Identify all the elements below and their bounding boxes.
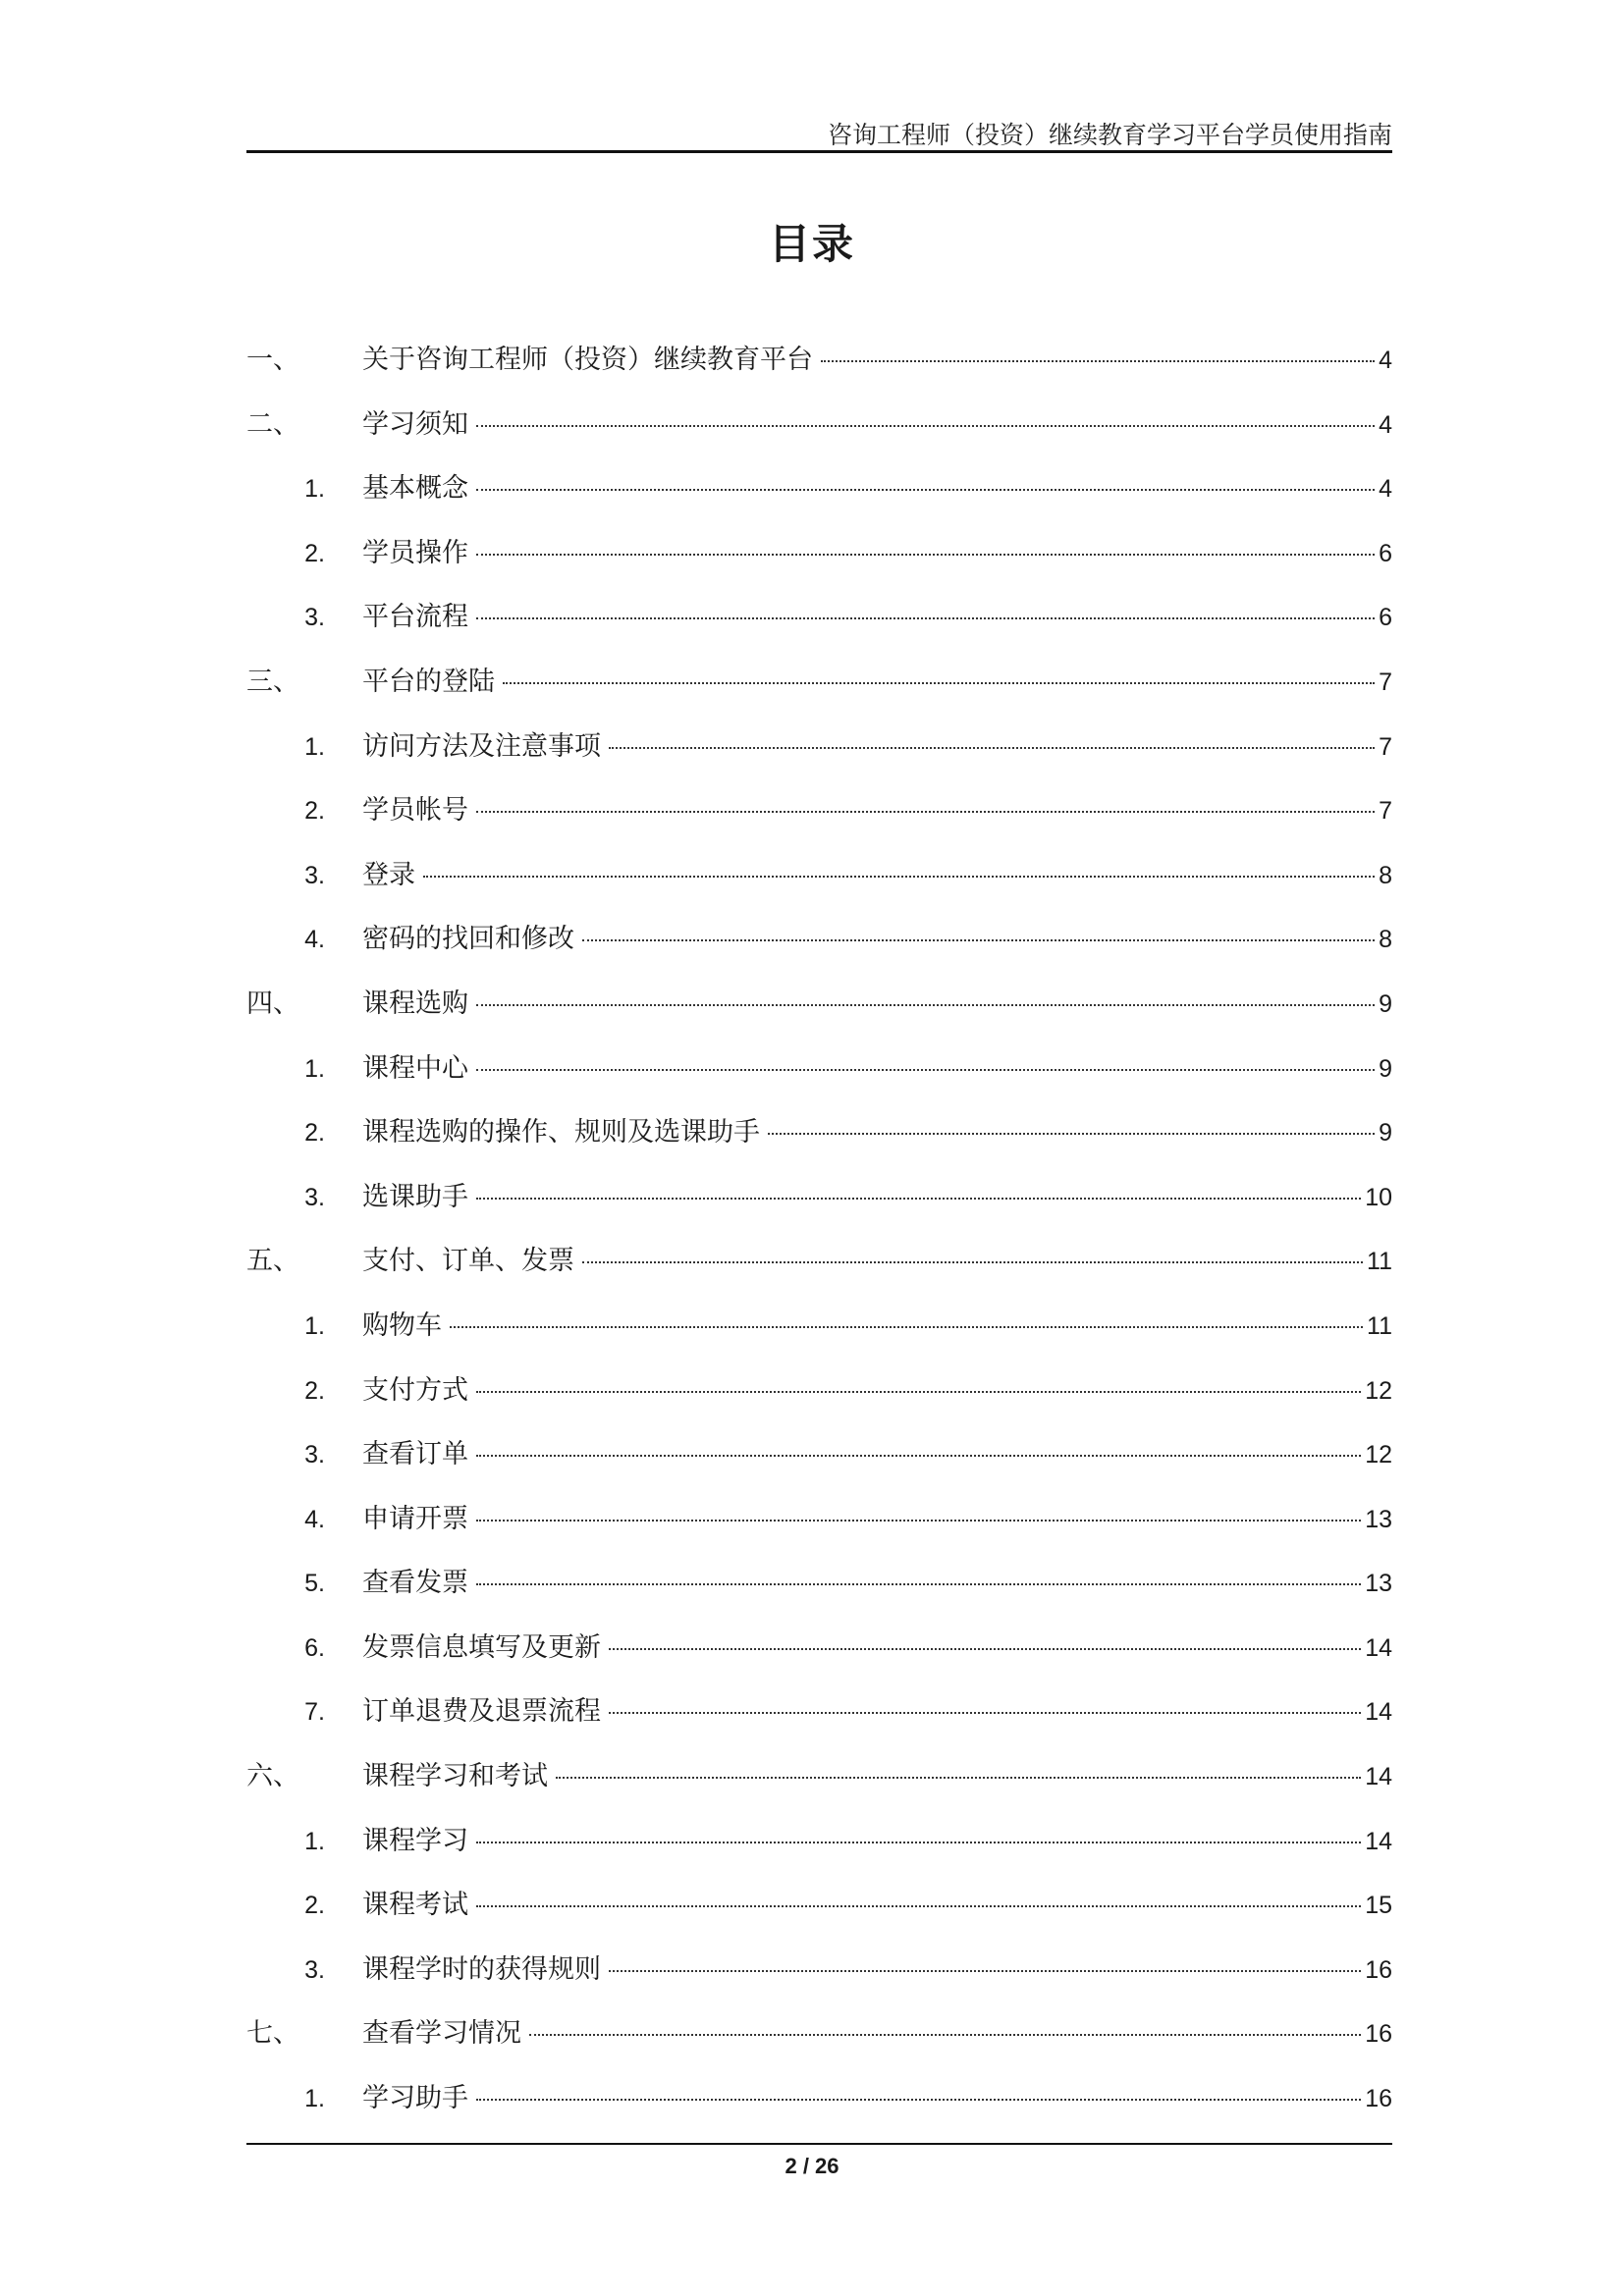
toc-entry[interactable] [246, 1237, 1392, 1302]
toc-dot-leader [529, 2034, 1361, 2036]
toc-entry-label[interactable]: 基本概念 [362, 473, 468, 505]
toc-entry-number: 三、 [246, 666, 299, 697]
toc-entry-number: 七、 [246, 2018, 299, 2050]
toc-entry-number: 2. [304, 1376, 325, 1405]
toc-entry-number: 二、 [246, 408, 299, 440]
toc-entry-number: 1. [304, 1827, 325, 1855]
toc-entry-label[interactable]: 课程考试 [362, 1890, 468, 1921]
toc-entry[interactable] [246, 851, 1392, 916]
toc-entry-label[interactable]: 学员操作 [362, 537, 468, 568]
toc-entry-number: 2. [304, 539, 325, 567]
toc-entry[interactable] [246, 593, 1392, 658]
toc-dot-leader [476, 1455, 1361, 1457]
toc-entry-page-number: 14 [1365, 1763, 1392, 1791]
toc-entry[interactable] [246, 1946, 1392, 2010]
toc-entry-page-number: 9 [1379, 1119, 1392, 1148]
toc-entry-number: 1. [304, 1054, 325, 1083]
toc-entry-label[interactable]: 访问方法及注意事项 [362, 730, 601, 762]
toc-entry-number: 1. [304, 732, 325, 761]
toc-entry-number: 3. [304, 604, 325, 632]
toc-entry-number: 2. [304, 1119, 325, 1148]
toc-entry-number: 五、 [246, 1246, 299, 1277]
toc-entry-page-number: 4 [1379, 410, 1392, 439]
toc-entry[interactable] [246, 1302, 1392, 1366]
toc-entry-label[interactable]: 支付方式 [362, 1374, 468, 1406]
toc-entry-page-number: 12 [1365, 1376, 1392, 1405]
toc-entry[interactable] [246, 529, 1392, 594]
running-header: 咨询工程师（投资）继续教育学习平台学员使用指南 [827, 121, 1392, 149]
toc-entry[interactable] [246, 1817, 1392, 1882]
toc-entry-number: 4. [304, 926, 325, 954]
toc-entry-label[interactable]: 订单退费及退票流程 [362, 1696, 601, 1728]
toc-entry-page-number: 11 [1367, 1311, 1392, 1340]
toc-dot-leader [609, 1712, 1361, 1714]
toc-entry[interactable] [246, 1044, 1392, 1109]
toc-dot-leader [582, 939, 1375, 941]
toc-dot-leader [476, 1069, 1375, 1071]
toc-entry-page-number: 10 [1365, 1183, 1392, 1211]
toc-entry-label[interactable]: 学员帐号 [362, 795, 468, 827]
toc-entry-label[interactable]: 平台的登陆 [362, 666, 495, 697]
toc-entry-page-number: 16 [1365, 2085, 1392, 2113]
toc-entry-label[interactable]: 查看学习情况 [362, 2018, 521, 2050]
toc-entry[interactable] [246, 1881, 1392, 1946]
toc-dot-leader [476, 1198, 1361, 1200]
toc-dot-leader [476, 1520, 1361, 1522]
toc-entry-label[interactable]: 查看发票 [362, 1568, 468, 1599]
toc-entry-page-number: 8 [1379, 926, 1392, 954]
toc-entry-number: 4. [304, 1505, 325, 1533]
toc-entry-number: 1. [304, 1311, 325, 1340]
toc-entry-label[interactable]: 课程学习 [362, 1825, 468, 1856]
toc-entry-number: 3. [304, 1183, 325, 1211]
toc-entry[interactable] [246, 722, 1392, 787]
toc-dot-leader [476, 489, 1375, 491]
toc-dot-leader [609, 1648, 1361, 1650]
table-of-contents [246, 336, 1392, 2139]
toc-entry-page-number: 9 [1379, 1054, 1392, 1083]
toc-dot-leader [476, 617, 1375, 619]
toc-entry-number: 7. [304, 1698, 325, 1727]
toc-dot-leader [503, 682, 1375, 684]
toc-entry-label[interactable]: 登录 [362, 859, 415, 890]
toc-entry[interactable] [246, 1173, 1392, 1238]
toc-entry-label[interactable]: 发票信息填写及更新 [362, 1631, 601, 1663]
toc-dot-leader [476, 554, 1375, 556]
toc-entry-label[interactable]: 学习助手 [362, 2083, 468, 2114]
toc-entry-number: 四、 [246, 988, 299, 1019]
toc-entry[interactable] [246, 336, 1392, 400]
toc-dot-leader [582, 1261, 1363, 1263]
toc-dot-leader [821, 360, 1375, 362]
toc-dot-leader [476, 1583, 1361, 1585]
toc-entry-number: 2. [304, 1892, 325, 1920]
toc-entry[interactable] [246, 915, 1392, 980]
toc-entry-label[interactable]: 选课助手 [362, 1181, 468, 1212]
toc-entry-label[interactable]: 购物车 [362, 1309, 442, 1341]
toc-entry-page-number: 16 [1365, 1955, 1392, 1984]
toc-entry-number: 3. [304, 861, 325, 889]
toc-dot-leader [556, 1777, 1361, 1779]
toc-dot-leader [423, 876, 1375, 878]
toc-entry[interactable] [246, 786, 1392, 851]
toc-entry-page-number: 15 [1365, 1892, 1392, 1920]
toc-entry-page-number: 4 [1379, 347, 1392, 374]
page-indicator: 2 / 26 [785, 2154, 839, 2178]
toc-entry[interactable] [246, 464, 1392, 529]
toc-entry[interactable] [246, 1687, 1392, 1752]
toc-entry-page-number: 7 [1379, 797, 1392, 826]
toc-entry-label[interactable]: 课程学时的获得规则 [362, 1953, 601, 1985]
toc-entry-number: 1. [304, 475, 325, 504]
toc-entry-label[interactable]: 课程选购 [362, 988, 468, 1019]
toc-entry[interactable] [246, 1624, 1392, 1688]
toc-entry-page-number: 14 [1365, 1633, 1392, 1662]
toc-entry-page-number: 4 [1379, 475, 1392, 504]
toc-entry-page-number: 13 [1365, 1570, 1392, 1598]
toc-dot-leader [476, 1391, 1361, 1393]
toc-entry[interactable] [246, 2074, 1392, 2139]
toc-entry[interactable] [246, 1495, 1392, 1560]
toc-entry-page-number: 13 [1365, 1505, 1392, 1533]
toc-entry-page-number: 6 [1379, 539, 1392, 567]
toc-entry[interactable] [246, 2009, 1392, 2074]
toc-entry-page-number: 6 [1379, 604, 1392, 632]
toc-entry-page-number: 11 [1367, 1248, 1392, 1276]
toc-dot-leader [476, 811, 1375, 813]
toc-entry[interactable] [246, 400, 1392, 465]
toc-entry[interactable] [246, 1430, 1392, 1495]
toc-entry-number: 一、 [246, 345, 299, 375]
toc-entry[interactable] [246, 658, 1392, 722]
toc-entry-number: 5. [304, 1570, 325, 1598]
toc-dot-leader [476, 1842, 1361, 1843]
toc-entry-page-number: 7 [1379, 732, 1392, 761]
toc-entry-label[interactable]: 学习须知 [362, 408, 468, 440]
toc-entry-number: 2. [304, 797, 325, 826]
toc-entry-page-number: 12 [1365, 1441, 1392, 1469]
toc-entry[interactable] [246, 980, 1392, 1044]
toc-entry[interactable] [246, 1559, 1392, 1624]
toc-entry-number: 1. [304, 2085, 325, 2113]
toc-entry-page-number: 16 [1365, 2020, 1392, 2049]
toc-dot-leader [476, 1004, 1375, 1006]
toc-entry-label[interactable]: 申请开票 [362, 1503, 468, 1534]
toc-entry-label[interactable]: 查看订单 [362, 1439, 468, 1470]
toc-entry-page-number: 14 [1365, 1698, 1392, 1727]
toc-entry-page-number: 14 [1365, 1827, 1392, 1855]
toc-dot-leader [609, 747, 1375, 749]
toc-entry[interactable] [246, 1752, 1392, 1817]
toc-entry-page-number: 9 [1379, 989, 1392, 1018]
toc-entry[interactable] [246, 1366, 1392, 1431]
footer-divider [246, 2143, 1392, 2145]
toc-dot-leader [476, 2099, 1361, 2101]
toc-entry-label[interactable]: 密码的找回和修改 [362, 924, 574, 955]
toc-dot-leader [476, 425, 1375, 427]
toc-entry-number: 6. [304, 1633, 325, 1662]
toc-entry-label[interactable]: 支付、订单、发票 [362, 1246, 574, 1277]
toc-entry-number: 3. [304, 1441, 325, 1469]
toc-entry-page-number: 8 [1379, 861, 1392, 889]
toc-dot-leader [768, 1133, 1375, 1135]
toc-entry-label[interactable]: 平台流程 [362, 602, 468, 633]
toc-entry-page-number: 7 [1379, 667, 1392, 696]
toc-dot-leader [476, 1905, 1361, 1907]
header-divider [246, 150, 1392, 153]
toc-dot-leader [450, 1326, 1363, 1328]
toc-entry-label[interactable]: 课程学习和考试 [362, 1761, 548, 1792]
toc-entry-label[interactable]: 课程选购的操作、规则及选课助手 [362, 1117, 760, 1148]
toc-dot-leader [609, 1970, 1361, 1972]
toc-entry-number: 3. [304, 1955, 325, 1984]
toc-entry-number: 六、 [246, 1761, 299, 1792]
toc-title: 目录 [768, 220, 855, 268]
toc-entry-label[interactable]: 课程中心 [362, 1052, 468, 1084]
toc-entry[interactable] [246, 1108, 1392, 1173]
toc-entry-label[interactable]: 关于咨询工程师（投资）继续教育平台 [362, 345, 813, 375]
